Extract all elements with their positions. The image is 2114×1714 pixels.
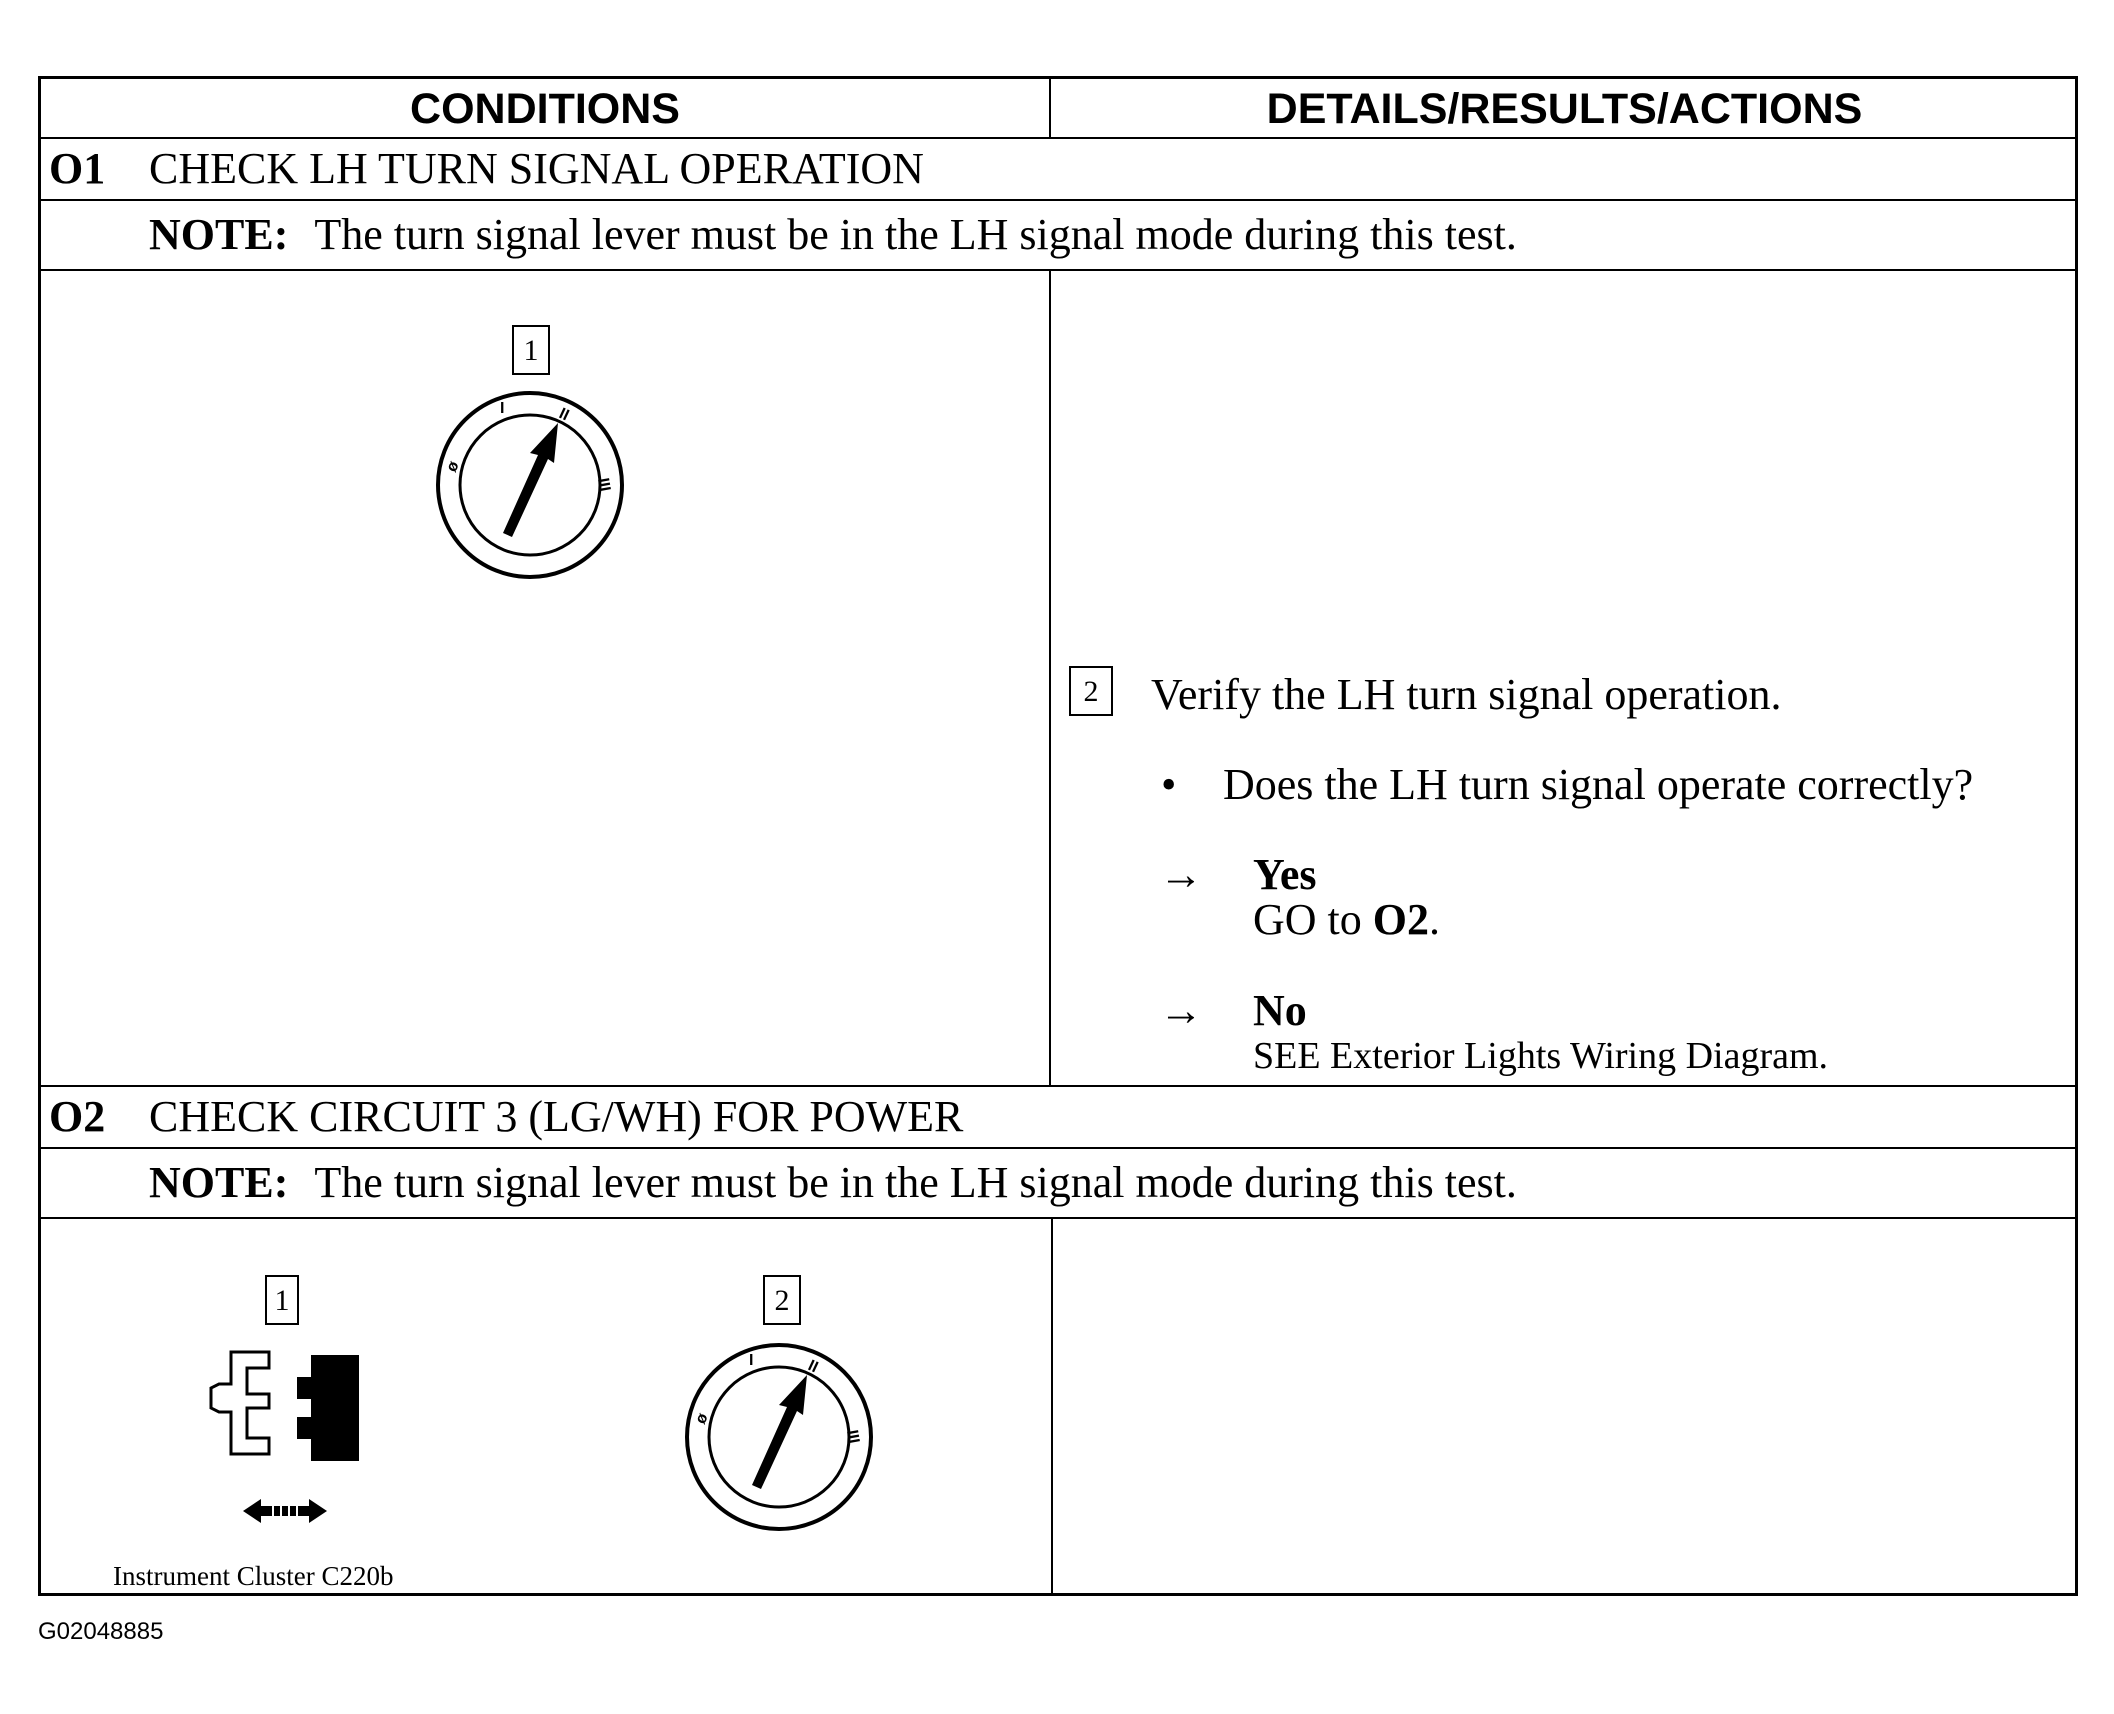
step-title: CHECK LH TURN SIGNAL OPERATION xyxy=(149,144,924,193)
procedure-table xyxy=(38,76,2078,1596)
callout-2: 2 xyxy=(763,1275,801,1325)
note-label: NOTE: xyxy=(149,210,289,259)
rule-o2-note xyxy=(41,1217,2075,1219)
step-o2-title-row xyxy=(49,1087,963,1147)
switch-label-3: III xyxy=(594,476,614,493)
switch-label-2: II xyxy=(556,405,572,425)
step-o2-note xyxy=(149,1149,1517,1217)
callout-1: 1 xyxy=(512,325,550,375)
connector-caption: Instrument Cluster C220b xyxy=(113,1561,394,1591)
question-text: Does the LH turn signal operate correctly? xyxy=(1223,760,1974,809)
no-action: SEE Exterior Lights Wiring Diagram. xyxy=(1253,1035,1829,1077)
bullet: • xyxy=(1161,760,1177,809)
yes-action: GO to O2. xyxy=(1253,895,1441,944)
switch-label-off: ø xyxy=(443,458,463,475)
callout-1: 1 xyxy=(265,1275,299,1325)
switch-label-3: III xyxy=(843,1428,863,1445)
callout-2: 2 xyxy=(1069,666,1113,716)
switch-label-1: I xyxy=(749,1352,754,1369)
divider-o2 xyxy=(1051,1217,1053,1596)
instruction-text: Verify the LH turn signal operation. xyxy=(1151,670,1782,719)
yes-arrow-icon: → xyxy=(1159,850,1203,899)
no-arrow-icon: → xyxy=(1159,986,1203,1035)
step-id: O2 xyxy=(49,1092,106,1141)
step-title: CHECK CIRCUIT 3 (LG/WH) FOR POWER xyxy=(149,1092,964,1141)
header-conditions: CONDITIONS xyxy=(410,85,680,133)
no-label: No xyxy=(1253,986,1307,1035)
step-id: O1 xyxy=(49,144,106,193)
divider-o1 xyxy=(1049,269,1051,1085)
note-text: The turn signal lever must be in the LH signal mode during this test. xyxy=(314,1158,1517,1207)
step-o1-title-row xyxy=(49,139,924,199)
rule-o1-note xyxy=(41,269,2075,271)
switch-label-1: I xyxy=(500,400,505,417)
switch-label-off: ø xyxy=(692,1410,712,1427)
step-o1-note xyxy=(149,201,1517,269)
figure-id: G02048885 xyxy=(38,1618,164,1645)
yes-action-target: O2 xyxy=(1372,895,1430,944)
yes-label: Yes xyxy=(1253,850,1317,899)
switch-label-2: II xyxy=(805,1357,821,1377)
note-label: NOTE: xyxy=(149,1158,289,1207)
header-details: DETAILS/RESULTS/ACTIONS xyxy=(1266,85,1863,133)
note-text: The turn signal lever must be in the LH signal mode during this test. xyxy=(314,210,1517,259)
